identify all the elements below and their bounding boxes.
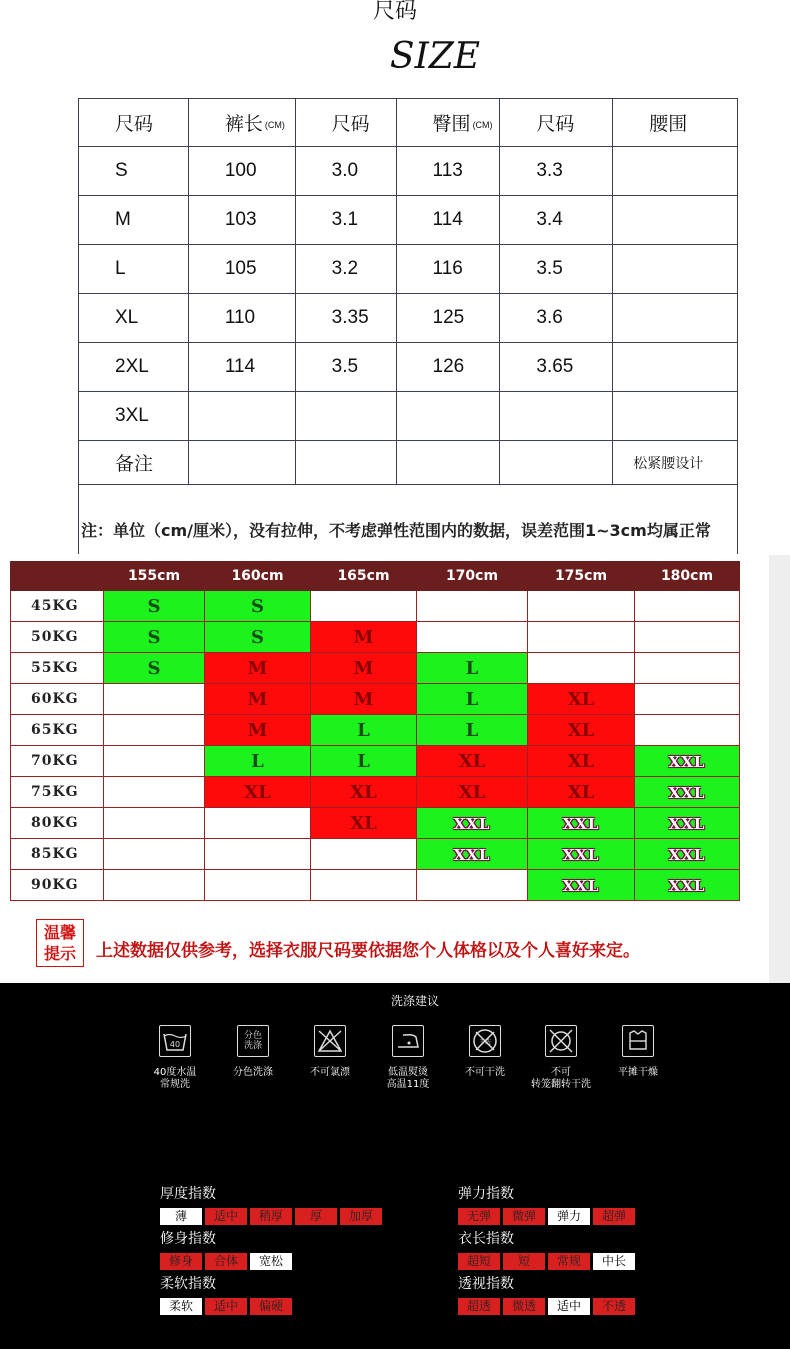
size-cell: 116	[396, 245, 500, 294]
fit-cell	[528, 808, 635, 839]
fit-cell	[635, 622, 740, 653]
fit-size-label: M	[247, 719, 268, 741]
size-cell	[613, 343, 738, 392]
index-option: 薄	[160, 1208, 202, 1225]
fit-cell	[417, 839, 528, 870]
corner-cell	[11, 562, 104, 591]
index-option: 柔软	[160, 1298, 202, 1315]
weight-row	[11, 591, 740, 622]
fit-cell	[311, 808, 417, 839]
fit-cell	[528, 684, 635, 715]
fit-size-label: XXL	[453, 845, 491, 864]
size-cell: 3XL	[79, 392, 189, 441]
fit-cell	[311, 839, 417, 870]
fit-cell	[311, 591, 417, 622]
fit-cell	[205, 622, 311, 653]
height-weight-table	[10, 561, 740, 901]
fit-size-label: XXL	[562, 876, 600, 895]
fit-cell	[104, 653, 205, 684]
weight-label: 80KG	[11, 808, 104, 839]
size-remark-row	[79, 441, 738, 485]
fit-cell	[205, 808, 311, 839]
size-cell: 100	[188, 147, 295, 196]
size-footnote-box	[78, 484, 738, 554]
fit-size-label: XL	[567, 781, 595, 803]
size-header-cell: 腰围	[613, 99, 738, 147]
size-cell	[613, 196, 738, 245]
fit-cell	[104, 622, 205, 653]
index-block	[458, 1183, 635, 1225]
fit-size-label: XL	[244, 781, 271, 803]
care-section	[0, 983, 790, 1349]
weight-label: 60KG	[11, 684, 104, 715]
weight-row	[11, 777, 740, 808]
remark-label: 备注	[79, 441, 189, 485]
size-header-cell: 尺码	[79, 99, 189, 147]
size-cell	[613, 245, 738, 294]
index-option: 超弹	[593, 1208, 635, 1225]
index-title: 弹力指数	[458, 1186, 514, 1202]
fit-cell	[417, 777, 528, 808]
fit-cell	[635, 653, 740, 684]
fit-size-label: XXL	[562, 845, 600, 864]
size-cell: 114	[188, 343, 295, 392]
index-title: 修身指数	[160, 1231, 216, 1247]
index-option: 加厚	[340, 1208, 382, 1225]
svg-text:40: 40	[169, 1040, 181, 1049]
fit-cell	[311, 715, 417, 746]
size-cell	[188, 392, 295, 441]
index-options	[458, 1298, 635, 1315]
size-cell: 3.5	[500, 245, 613, 294]
index-option: 稍厚	[250, 1208, 292, 1225]
no-dry-clean-icon	[469, 1025, 501, 1057]
index-options	[458, 1253, 635, 1270]
index-option: 超短	[458, 1253, 500, 1270]
size-cell	[295, 392, 396, 441]
fit-cell	[205, 777, 311, 808]
fit-cell	[528, 622, 635, 653]
weight-row	[11, 839, 740, 870]
fit-cell	[417, 715, 528, 746]
fit-size-label: XL	[458, 750, 486, 772]
size-cell: 110	[188, 294, 295, 343]
fit-cell	[635, 715, 740, 746]
svg-text:干洗: 干洗	[478, 1039, 492, 1046]
height-weight-section	[0, 555, 790, 983]
fit-cell	[104, 808, 205, 839]
index-option: 厚	[295, 1208, 337, 1225]
size-cell: 114	[396, 196, 500, 245]
fit-size-label: M	[247, 657, 268, 679]
fit-size-label: XL	[350, 781, 377, 803]
fit-size-label: L	[251, 750, 264, 772]
wash-label: 不可 转笼翻转干洗	[531, 1067, 591, 1090]
fit-cell	[635, 777, 740, 808]
fit-size-label: XL	[350, 812, 377, 834]
fit-cell	[635, 870, 740, 901]
height-header-cell: 175cm	[528, 562, 635, 591]
index-option: 超透	[458, 1298, 500, 1315]
wash-label: 不可氯漂	[310, 1067, 350, 1078]
fit-cell	[104, 715, 205, 746]
fit-size-label: XXL	[562, 814, 600, 833]
fit-cell	[311, 870, 417, 901]
size-cell: XL	[79, 294, 189, 343]
index-option: 弹力	[548, 1208, 590, 1225]
weight-label: 75KG	[11, 777, 104, 808]
fit-cell	[417, 622, 528, 653]
size-cell	[396, 392, 500, 441]
fit-size-label: XXL	[453, 814, 491, 833]
fit-cell	[205, 839, 311, 870]
wash-label: 低温熨烫 高温11度	[386, 1067, 430, 1090]
size-cell: 3.6	[500, 294, 613, 343]
fit-cell	[311, 777, 417, 808]
tip-text: 上述数据仅供参考，选择衣服尺码要依据您个人体格以及个人喜好来定。	[96, 941, 640, 961]
size-cell	[613, 147, 738, 196]
fit-cell	[417, 591, 528, 622]
wash-label: 不可干洗	[465, 1067, 505, 1078]
fit-cell	[528, 870, 635, 901]
size-header-cell: 裤长 (CM)	[188, 99, 295, 147]
fit-cell	[311, 622, 417, 653]
fit-size-label: S	[147, 657, 161, 679]
index-options	[160, 1253, 292, 1270]
fit-cell	[417, 870, 528, 901]
size-cell: 105	[188, 245, 295, 294]
fit-cell	[528, 839, 635, 870]
fit-size-label: L	[357, 750, 370, 772]
fit-cell	[311, 684, 417, 715]
separate-wash-icon: 分色 洗涤	[237, 1025, 269, 1057]
size-cell: 3.35	[295, 294, 396, 343]
size-title-cn: 尺码	[372, 0, 417, 24]
size-row	[79, 147, 738, 196]
fit-size-label: M	[353, 688, 374, 710]
index-title: 衣长指数	[458, 1231, 514, 1247]
index-option: 无弹	[458, 1208, 500, 1225]
size-cell: 3.4	[500, 196, 613, 245]
fit-cell	[205, 746, 311, 777]
size-cell: 3.5	[295, 343, 396, 392]
index-option: 适中	[205, 1298, 247, 1315]
index-block	[458, 1228, 635, 1270]
size-cell	[500, 392, 613, 441]
fit-cell	[417, 746, 528, 777]
height-header-cell: 155cm	[104, 562, 205, 591]
remark-value: 松紧腰设计	[613, 441, 738, 485]
fit-cell	[528, 777, 635, 808]
size-header-cell: 尺码	[500, 99, 613, 147]
fit-cell	[205, 870, 311, 901]
no-bleach-icon	[314, 1025, 346, 1057]
size-header-cell: 臀围 (CM)	[396, 99, 500, 147]
size-row	[79, 343, 738, 392]
size-footnote: 注：单位（cm/厘米），没有拉伸，不考虑弹性范围内的数据，误差范围1~3cm均属正常	[81, 521, 711, 540]
size-cell	[613, 392, 738, 441]
fit-size-label: XL	[567, 750, 595, 772]
fit-size-label: XXL	[668, 783, 706, 802]
index-option: 修身	[160, 1253, 202, 1270]
fit-cell	[528, 653, 635, 684]
size-row	[79, 294, 738, 343]
weight-row	[11, 715, 740, 746]
index-options	[160, 1208, 382, 1225]
fit-cell	[635, 808, 740, 839]
size-cell: 3.1	[295, 196, 396, 245]
size-table	[78, 98, 738, 485]
fit-cell	[417, 684, 528, 715]
fit-size-label: L	[357, 719, 370, 741]
side-shade	[769, 555, 790, 983]
weight-row	[11, 684, 740, 715]
fit-size-label: XL	[567, 719, 595, 741]
fit-size-label: S	[251, 595, 264, 617]
weight-label: 90KG	[11, 870, 104, 901]
weight-row	[11, 622, 740, 653]
index-title: 柔软指数	[160, 1276, 216, 1292]
wash-item	[588, 1025, 688, 1079]
size-cell: M	[79, 196, 189, 245]
weight-label: 50KG	[11, 622, 104, 653]
size-cell: 2XL	[79, 343, 189, 392]
fit-cell	[635, 684, 740, 715]
fit-cell	[104, 870, 205, 901]
index-option: 微弹	[503, 1208, 545, 1225]
weight-row	[11, 653, 740, 684]
index-title: 透视指数	[458, 1276, 514, 1292]
index-option: 常规	[548, 1253, 590, 1270]
fit-cell	[104, 746, 205, 777]
weight-label: 65KG	[11, 715, 104, 746]
fit-cell	[205, 653, 311, 684]
wash-label: 40度水温 常规洗	[153, 1067, 197, 1090]
size-row	[79, 245, 738, 294]
low-iron-icon	[392, 1025, 424, 1057]
wash-label: 分色洗涤	[233, 1067, 273, 1078]
wash-title: 洗涤建议	[390, 994, 439, 1008]
fit-size-label: L	[465, 688, 479, 710]
fit-cell	[205, 591, 311, 622]
fit-cell	[417, 653, 528, 684]
index-block	[160, 1183, 382, 1225]
flat-dry-icon	[622, 1025, 654, 1057]
index-block	[160, 1228, 292, 1270]
fit-cell	[205, 715, 311, 746]
size-title-en: SIZE	[389, 36, 481, 77]
height-header-cell: 180cm	[635, 562, 740, 591]
index-option: 适中	[548, 1298, 590, 1315]
fit-size-label: XXL	[668, 752, 706, 771]
size-cell: 126	[396, 343, 500, 392]
weight-label: 70KG	[11, 746, 104, 777]
height-header-cell: 165cm	[311, 562, 417, 591]
fit-size-label: S	[147, 595, 161, 617]
index-title: 厚度指数	[160, 1186, 216, 1202]
size-header-row	[79, 99, 738, 147]
fit-cell	[635, 746, 740, 777]
fit-size-label: XXL	[668, 876, 706, 895]
index-block	[160, 1273, 292, 1315]
size-cell	[613, 294, 738, 343]
fit-cell	[104, 839, 205, 870]
fit-cell	[205, 684, 311, 715]
wash-label: 平摊干燥	[618, 1067, 658, 1078]
size-cell: 103	[188, 196, 295, 245]
index-block	[458, 1273, 635, 1315]
fit-cell	[528, 746, 635, 777]
wash-40-icon	[159, 1025, 191, 1057]
fit-cell	[635, 839, 740, 870]
size-row	[79, 196, 738, 245]
size-cell: L	[79, 245, 189, 294]
index-options	[458, 1208, 635, 1225]
fit-cell	[417, 808, 528, 839]
size-cell: 3.2	[295, 245, 396, 294]
index-option: 适中	[205, 1208, 247, 1225]
fit-size-label: S	[147, 626, 161, 648]
no-tumble-dry-icon	[545, 1025, 577, 1057]
fit-cell	[311, 746, 417, 777]
index-option: 中长	[593, 1253, 635, 1270]
fit-size-label: XL	[567, 688, 595, 710]
height-header-row	[11, 562, 740, 591]
size-cell: 3.0	[295, 147, 396, 196]
fit-size-label: XXL	[668, 845, 706, 864]
fit-size-label: S	[251, 626, 264, 648]
index-options	[160, 1298, 292, 1315]
index-option: 合体	[205, 1253, 247, 1270]
fit-size-label: M	[353, 657, 374, 679]
fit-size-label: XXL	[668, 814, 706, 833]
fit-cell	[104, 591, 205, 622]
weight-row	[11, 870, 740, 901]
size-cell: 3.3	[500, 147, 613, 196]
weight-label: 55KG	[11, 653, 104, 684]
index-option: 宽松	[250, 1253, 292, 1270]
weight-label: 85KG	[11, 839, 104, 870]
fit-size-label: XL	[458, 781, 486, 803]
size-cell: 125	[396, 294, 500, 343]
fit-cell	[635, 591, 740, 622]
fit-cell	[104, 777, 205, 808]
size-row	[79, 392, 738, 441]
fit-size-label: M	[353, 626, 374, 648]
size-cell: S	[79, 147, 189, 196]
size-header-cell: 尺码	[295, 99, 396, 147]
index-option: 不透	[593, 1298, 635, 1315]
weight-row	[11, 808, 740, 839]
size-section	[0, 0, 790, 555]
fit-cell	[104, 684, 205, 715]
weight-row	[11, 746, 740, 777]
height-header-cell: 170cm	[417, 562, 528, 591]
index-option: 短	[503, 1253, 545, 1270]
fit-size-label: M	[247, 688, 268, 710]
fit-cell	[528, 591, 635, 622]
fit-cell	[528, 715, 635, 746]
size-cell: 113	[396, 147, 500, 196]
size-cell: 3.65	[500, 343, 613, 392]
index-option: 偏硬	[250, 1298, 292, 1315]
fit-cell	[311, 653, 417, 684]
weight-label: 45KG	[11, 591, 104, 622]
fit-size-label: L	[465, 657, 479, 679]
height-header-cell: 160cm	[205, 562, 311, 591]
tip-badge: 温馨 提示	[36, 919, 84, 967]
fit-size-label: L	[465, 719, 479, 741]
index-option: 微透	[503, 1298, 545, 1315]
